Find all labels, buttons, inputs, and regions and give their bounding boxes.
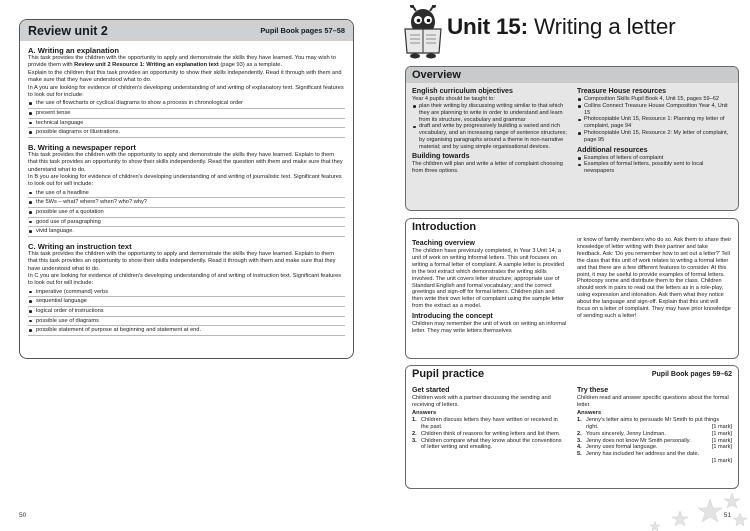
list-item: 3. Jenny does not know Mr Smith personally. [1 mark] [577,437,732,444]
list-item: Examples of letters of complaint [577,155,732,162]
list-item: 2. Children think of reasons for writing letters and list them. [412,430,561,437]
list-item: possible diagrams or illustrations. [28,128,345,138]
introduction-box [405,218,739,359]
pupil-practice-body [406,382,738,468]
section-a-title: A. Writing an explanation [28,46,119,55]
section-b-features [28,189,345,237]
additional-title: Additional resources [577,145,648,154]
section-c-title: C. Writing an instruction text [28,241,132,251]
list-item: Photocopiable Unit 15, Resource 2: My letter of complaint, page 95 [577,130,732,144]
building-title: Building towards [412,152,470,161]
get-started-text: Children work with a partner discussing the sending and receiving of letters. [412,395,551,408]
pupil-practice-heading: Pupil practice [412,368,485,380]
curriculum-title: English curriculum objectives [412,87,513,95]
list-item: technical language [28,119,345,129]
section-a-explain: Explain to the children that this task provides an opportunity to show their skills independently. Read it through with them and make sure that they have understood what to do. [28,69,342,84]
list-item: the use of a headline [28,189,345,199]
introduction-continued: or know of family members who do so. Ask them to share their knowledge of letter writing with their partner and take feedback. Ask: 'Do you remember how to set out a letter?' Tell the class that this unit of work relates to writing a formal letter and that there are a few different features to consider. At this point, it may be useful to provide examples of formal letters. Photocopy some and distribute them to the class. Children should work in pairs to read out the letters as in a role-play, using expression and intonation. Ask them what they notice about the language and sign-off. Explain that this unit will focus on a letter of complaint. They may have prior knowledge of sending such a letter! [577,237,732,319]
list-item: logical order of instructions [28,307,345,317]
pupil-practice-pages: Pupil Book pages 59–62 [651,370,732,378]
overview-header [406,67,738,83]
section-a-evidence: In A you are looking for evidence of children's developing understanding of and writing of explanatory text. Significant features to look out for include: [28,84,344,99]
unit-title: Unit 15: Writing a letter [447,14,676,39]
review-title: Review unit 2 [28,23,108,38]
introduction-header [406,219,738,235]
concept-title: Introducing the concept [412,312,493,321]
section-c-intro: This task provides the children with the opportunity to apply and demonstrate the skills they have learned. Explain to them that this task provides an opportunity to show their skills independently. Read it through with them and make sure that they have understood what to do. [28,250,336,272]
pupil-practice-header [406,366,738,382]
teaching-text: The children have previously completed, in Year 3 Unit 14, a unit of work on writing informal letters. This unit focuses on writing a formal letter of complaint. A sample letter is provided in the text extract which demonstrates the writing skills involved. The unit covers letter structure; appropriate use of Standard English and formal vocabulary; and the correct greetings and sign-off for formal letters. Children plan and then write their own letter of complaint using the sample letter from the extract as a model. [412,248,565,310]
list-item: 1. Jenny's letter aims to persuade Mr Smith to put things right. [1 mark] [577,416,732,430]
list-item: sequential language [28,297,345,307]
review-header [20,20,353,41]
list-item: draft and write by progressively building a varied and rich vocabulary, and an increasing range of sentence structures; by organising paragraphs around a theme in non-narrative material; and by using simple organisational devices. [412,123,567,150]
get-started-title: Get started [412,386,450,394]
concept-text: Children may remember the unit of work on writing an informal letter. They may write letters themselves [412,321,567,335]
try-these-text: Children read and answer specific questions about the formal letter. [577,395,729,408]
resources-list [577,96,732,144]
list-item: the 5Ws – what? where? when? who? why? [28,198,345,208]
overview-heading: Overview [412,69,461,81]
additional-list [577,155,732,175]
teaching-title: Teaching overview [412,239,475,247]
pupil-practice-box [405,365,739,489]
list-item: 5. Jenny has included her address and the date. [1 mark] [577,451,732,465]
list-item: 2. Yours sincerely, Jenny Lindman. [1 mark] [577,430,732,437]
try-these-answers [577,416,732,465]
section-a-features [28,99,345,137]
building-text: The children will plan and write a letter of complaint choosing from three options. [412,161,563,175]
review-unit-box [19,19,354,359]
list-item: plan their writing by discussing writing similar to that which they are planning to write in order to understand and learn from its structure, vocabulary and grammar [412,103,567,123]
list-item: imperative (command) verbs [28,288,345,298]
try-these-title: Try these [577,386,609,394]
resources-title: Treasure House resources [577,87,667,95]
list-item: Composition Skills Pupil Book 4, Unit 15, pages 59–62 [577,96,732,103]
section-b-title: B. Writing a newspaper report [28,142,136,152]
curriculum-list [412,103,567,151]
overview-box [405,66,739,211]
introduction-body [406,235,738,338]
page-number-right: 51 [723,512,731,519]
list-item: Collins Connect Treasure House Composition Year 4, Unit 15 [577,103,732,117]
list-item: 3. Children compare what they know about the conventions of letter writing and emailing. [412,437,562,451]
curriculum-intro: Year 4 pupils should be taught to: [412,96,495,102]
review-pages: Pupil Book pages 57–58 [260,26,345,35]
list-item: 1. Children discuss letters they have written or received in the past. [412,416,558,430]
list-item: the use of flowcharts or cyclical diagrams to show a process in chronological order [28,99,345,109]
unit-header [403,5,733,60]
mascot-reading-icon [403,5,443,59]
list-item: possible use of a quotation [28,208,345,218]
page-number-left: 50 [19,512,27,519]
list-item: good use of paragraphing [28,218,345,228]
review-body [20,41,353,336]
list-item: Examples of formal letters, possibly sent to local newspapers [577,161,732,175]
list-item: 4. Jenny uses formal language. [1 mark] [577,444,732,451]
section-a-intro: This task provides the children with the opportunity to apply and demonstrate the skills they have learned. You may wish to provide them with Review unit 2 Resource 1: Writing an explanation text (page 93) as a template. [28,55,336,69]
list-item: vivid language. [28,227,345,237]
section-b-evidence: In B you are looking for evidence of children's developing understanding of and writing of journalistic text. Significant features to look out for will include: [28,174,342,188]
decorative-stars-icon [610,491,750,531]
right-page [375,0,750,531]
list-item: present tense [28,109,345,119]
overview-body [406,83,738,210]
answers-label: Answers [577,409,602,416]
list-item: Photocopiable Unit 15, Resource 1: Planning my letter of complaint, page 94 [577,116,732,130]
list-item: possible use of diagrams [28,317,345,327]
list-item: possible statement of purpose at beginning and statement at end. [28,326,345,336]
section-c-features [28,288,345,336]
get-started-answers [412,417,567,452]
introduction-heading: Introduction [412,221,477,233]
section-c-evidence: In C you are looking for evidence of children's developing understanding of and writing of instruction text. Significant features to look out for will include: [28,273,342,287]
answers-label: Answers [412,409,437,416]
section-b-intro: This task provides the children with the opportunity to apply and demonstrate the skills they have learned. Explain to them that this task provides an opportunity to show their skills independently. Read the question with them and make sure that they understand what to do. [28,151,343,173]
